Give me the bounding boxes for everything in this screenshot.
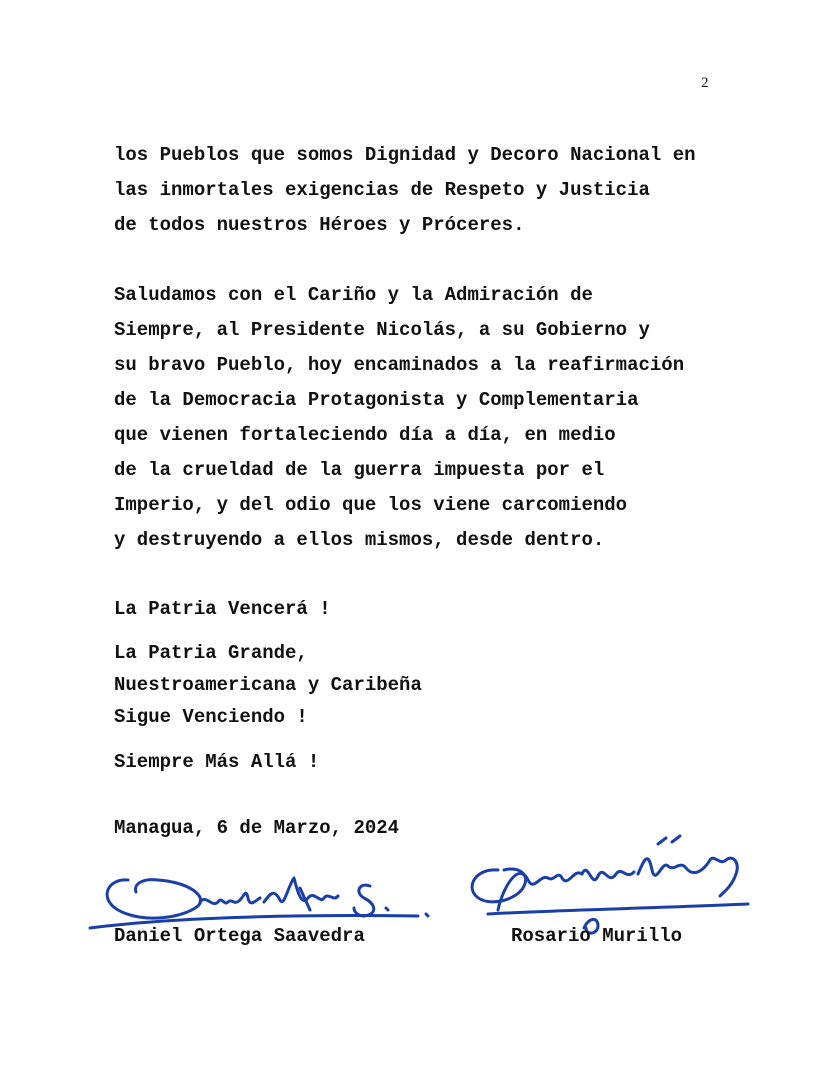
closing-line: Nuestroamericana y Caribeña bbox=[114, 674, 422, 696]
paragraph-line: su bravo Pueblo, hoy encaminados a la reafirmación bbox=[114, 354, 685, 376]
paragraph-line: de la crueldad de la guerra impuesta por el bbox=[114, 459, 605, 481]
closing-line: La Patria Vencerá ! bbox=[114, 598, 331, 620]
closing-line: Siempre Más Allá ! bbox=[114, 751, 320, 773]
body-paragraph-2 bbox=[114, 278, 714, 558]
paragraph-line: y destruyendo a ellos mismos, desde dentro. bbox=[114, 529, 605, 551]
page-number: 2 bbox=[701, 75, 709, 91]
paragraph-line: de todos nuestros Héroes y Próceres. bbox=[114, 214, 525, 236]
paragraph-line: Saludamos con el Cariño y la Admiración de bbox=[114, 284, 593, 306]
paragraph-line: Siempre, al Presidente Nicolás, a su Gobierno y bbox=[114, 319, 650, 341]
paragraph-line: las inmortales exigencias de Respeto y Justicia bbox=[114, 179, 650, 201]
closing-line: Sigue Venciendo ! bbox=[114, 706, 308, 728]
closing-slogan-3 bbox=[114, 746, 319, 778]
signatory-name-ortega: Daniel Ortega Saavedra bbox=[114, 925, 365, 947]
closing-slogan-2 bbox=[114, 637, 422, 733]
paragraph-line: Imperio, y del odio que los viene carcomiendo bbox=[114, 494, 628, 516]
signature-murillo bbox=[458, 830, 758, 940]
paragraph-line: que vienen fortaleciendo día a día, en medio bbox=[114, 424, 616, 446]
body-paragraph-1 bbox=[114, 138, 714, 243]
place-and-date: Managua, 6 de Marzo, 2024 bbox=[114, 817, 400, 839]
paragraph-line: de la Democracia Protagonista y Complementaria bbox=[114, 389, 639, 411]
closing-line: La Patria Grande, bbox=[114, 642, 308, 664]
signatory-name-murillo: Rosario Murillo bbox=[511, 925, 683, 947]
closing-slogan-1 bbox=[114, 593, 331, 625]
paragraph-line: los Pueblos que somos Dignidad y Decoro Nacional en bbox=[114, 144, 696, 166]
